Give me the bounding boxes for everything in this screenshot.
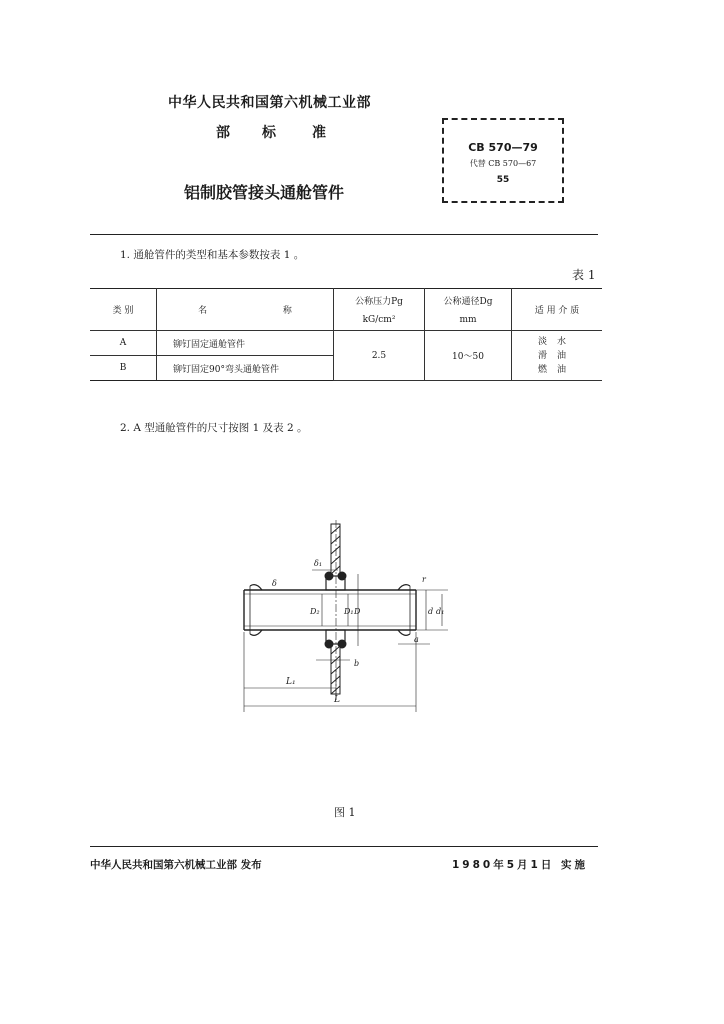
label-r: r xyxy=(422,575,426,584)
section-2-text: 2. A 型通舱管件的尺寸按图 1 及表 2 。 xyxy=(120,422,308,434)
standard-char-1: 部 xyxy=(216,125,230,141)
nominal-pressure-value: 2.5 xyxy=(334,331,425,381)
header-diameter-unit: mm xyxy=(459,315,477,325)
header-pressure-line1: 公称压力Pg xyxy=(355,297,403,307)
header-diameter xyxy=(425,289,512,331)
label-d1: d₁ xyxy=(436,607,445,616)
nominal-diameter-value: 10～50 xyxy=(425,331,512,381)
header-name xyxy=(157,289,334,331)
row-type: A xyxy=(90,331,157,356)
label-D: D xyxy=(354,607,361,616)
header-name-part-a: 名 xyxy=(198,306,208,316)
label-delta1: δ₁ xyxy=(314,559,323,568)
header-name-part-b: 称 xyxy=(282,306,292,316)
applicable-media xyxy=(512,331,603,381)
fitting-drawing xyxy=(230,520,450,720)
standard-code-box xyxy=(442,118,564,203)
header-divider xyxy=(90,234,598,235)
label-d: d xyxy=(428,607,434,616)
section-1-text: 1. 通舱管件的类型和基本参数按表 1 。 xyxy=(120,249,305,261)
label-D2: D₂ xyxy=(310,607,320,616)
label-L1: L₁ xyxy=(286,677,296,687)
standard-number: CB 570—79 xyxy=(468,141,538,154)
bulkhead-plate xyxy=(331,524,340,694)
label-L: L xyxy=(334,695,340,705)
figure-caption: 图 1 xyxy=(334,806,356,819)
issuing-organization: 中华人民共和国第六机械工业部 xyxy=(168,95,371,111)
header-diameter-line1: 公称通径Dg xyxy=(443,297,493,307)
standard-char-3: 准 xyxy=(312,125,326,141)
table-header-row xyxy=(90,289,602,331)
label-a: a xyxy=(414,635,419,644)
label-D1: D₁ xyxy=(344,607,354,616)
standard-sequence-number: 55 xyxy=(496,175,510,185)
label-b: b xyxy=(354,659,360,668)
table-1-label: 表 1 xyxy=(572,268,596,282)
pipe-body xyxy=(244,585,416,636)
header-pressure xyxy=(334,289,425,331)
medium-item: 滑油 xyxy=(537,350,576,361)
header-pressure-unit: kG/cm² xyxy=(362,315,396,325)
header-category: 类 别 xyxy=(90,289,157,331)
footer-issuer: 中华人民共和国第六机械工业部 发布 xyxy=(90,859,262,871)
footer-divider xyxy=(90,846,598,847)
medium-item: 燃油 xyxy=(537,364,576,375)
row-name: 铆钉固定90°弯头通舱管件 xyxy=(157,356,334,381)
flange-rivets xyxy=(325,572,346,648)
medium-item: 淡水 xyxy=(537,336,576,347)
table-row xyxy=(90,331,602,356)
label-delta: δ xyxy=(272,579,277,588)
header-medium: 适 用 介 质 xyxy=(512,289,603,331)
footer-effective-date: 1980年5月1日 实施 xyxy=(452,859,588,871)
row-type: B xyxy=(90,356,157,381)
replaces-standard: 代替 CB 570—67 xyxy=(469,159,537,168)
document-title: 铝制胶管接头通舱管件 xyxy=(184,183,345,202)
parameters-table xyxy=(90,288,602,381)
row-name: 铆钉固定通舱管件 xyxy=(157,331,334,356)
standard-char-2: 标 xyxy=(262,125,276,141)
